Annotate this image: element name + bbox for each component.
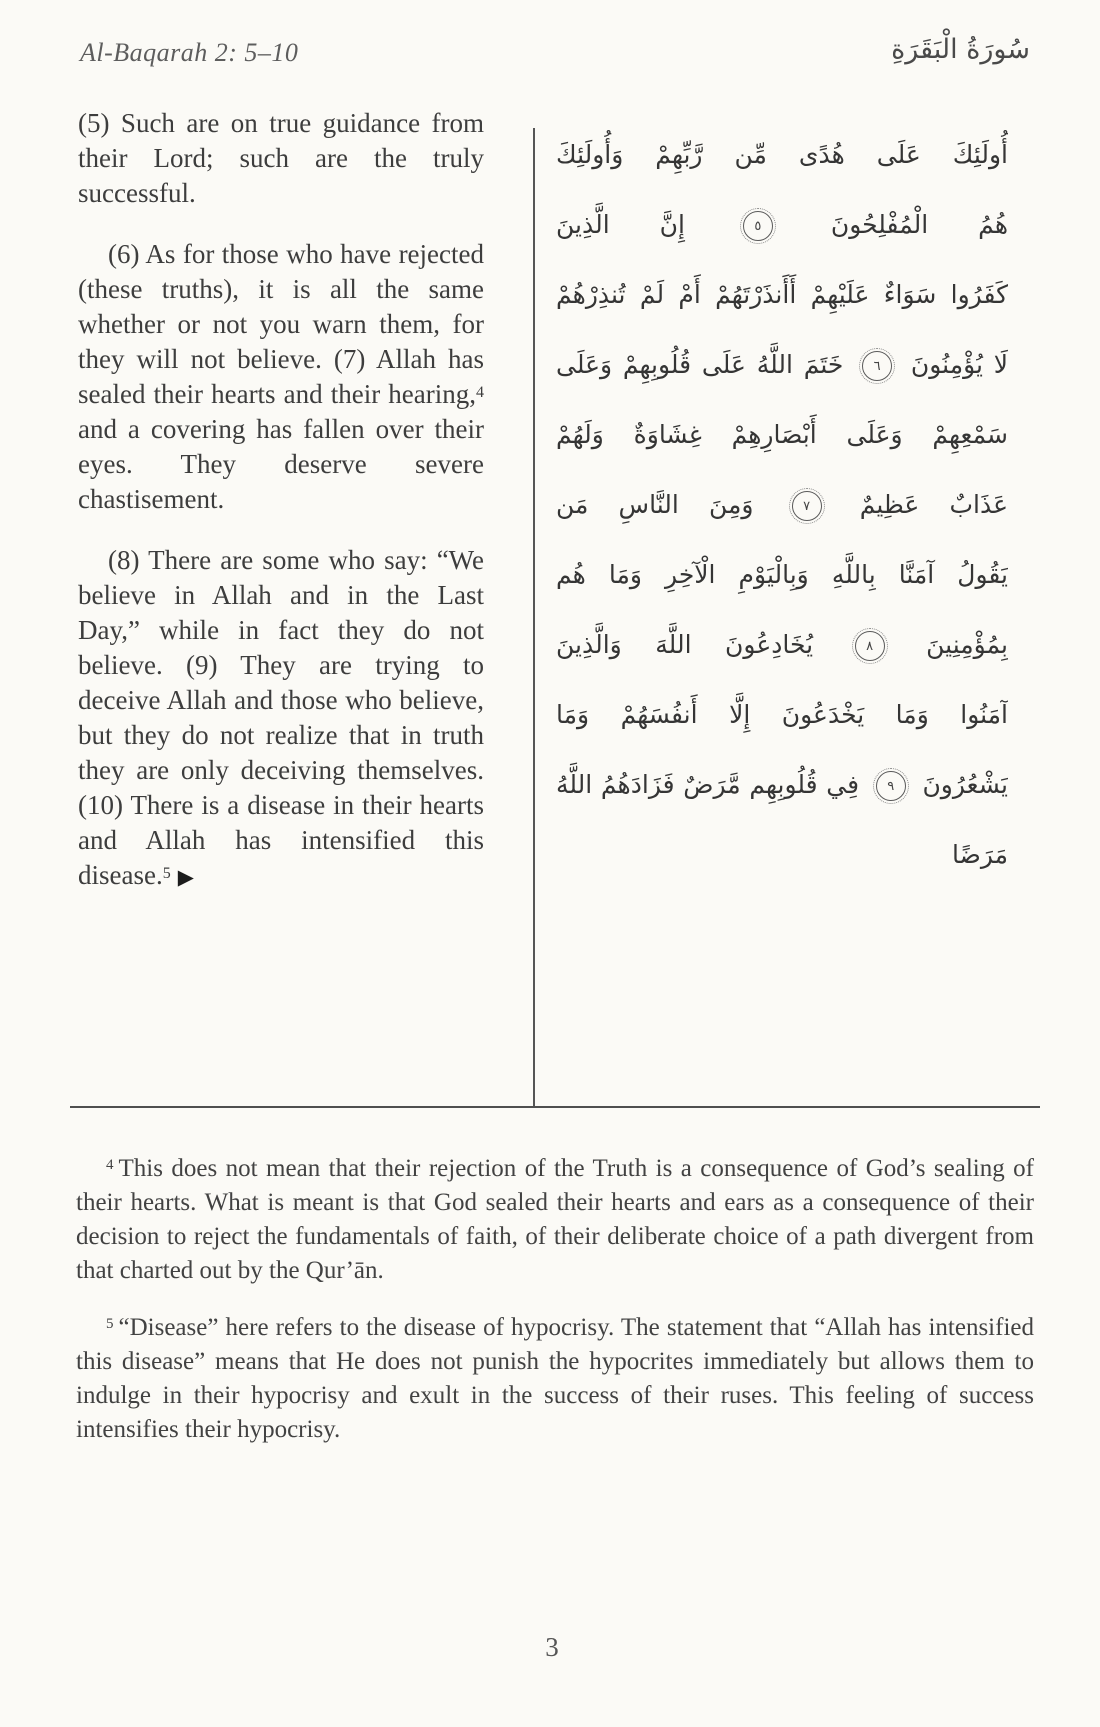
arabic-verse-line: يَقُولُ آمَنَّا بِاللَّهِ وَبِالْيَوْمِ الْآخِرِ وَمَا هُم — [556, 560, 1008, 589]
arabic-verse-line: أُولَئِكَ عَلَى هُدًى مِّن رَّبِّهِمْ وَأُولَئِكَ — [556, 140, 1008, 169]
translation-paragraph: (5) Such are on true guidance from their Lord; such are the truly successful. — [78, 108, 484, 208]
surah-name-calligraphy: سُورَةُ الْبَقَرَةِ — [891, 34, 1030, 65]
ayah-end-medallion: ٧ — [792, 491, 822, 521]
arabic-verse-line: هُمُ الْمُفْلِحُونَ ٥ إِنَّ الَّذِينَ — [556, 210, 1008, 239]
translation-paragraph: (8) There are some who say: “We believe in Allah and in the Last Day,” while in fact they do not believe. (9) They are trying to deceive Allah and those who believe, but they do not realize that in truth they are only deceiving themselves. (10) There is a disease in their hearts and Allah has intensified this disease.$^5$ ▶ — [78, 545, 484, 890]
continuation-triangle-icon: ▶ — [177, 865, 194, 889]
translation-column — [78, 106, 484, 895]
column-divider-rule — [533, 128, 535, 1108]
footnote-4-marker: 4 — [106, 1157, 114, 1173]
arabic-verse-line: سَمْعِهِمْ وَعَلَى أَبْصَارِهِمْ غِشَاوَةٌ وَلَهُمْ — [556, 420, 1008, 449]
footnote-4 — [76, 1152, 1034, 1288]
ayah-end-medallion: ٨ — [855, 631, 885, 661]
arabic-column — [556, 120, 1008, 890]
arabic-verse-line: لَا يُؤْمِنُونَ ٦ خَتَمَ اللَّهُ عَلَى قُلُوبِهِمْ وَعَلَى — [556, 350, 1008, 379]
arabic-verse-line: مَرَضًا — [951, 840, 1008, 869]
footnote-5-text: “Disease” here refers to the disease of hypocrisy. The statement that “Allah has intensified this disease” means that He does not punish the hypocrites immediately but allows them to indulge in their hypocrisy and exult in the success of their ruses. This feeling of success intensifies their hypocrisy. — [76, 1314, 1034, 1443]
page-header — [80, 32, 1038, 88]
arabic-verse-line: بِمُؤْمِنِينَ ٨ يُخَادِعُونَ اللَّهَ وَالَّذِينَ — [556, 630, 1008, 659]
footnote-4-text: This does not mean that their rejection of the Truth is a consequence of God’s sealing of their hearts. What is meant is that God sealed their hearts and ears as a consequence of their decision to reject the fundamentals of faith, of their deliberate choice of a path divergent from that charted out by the Qur’ān. — [76, 1155, 1034, 1284]
arabic-verse-line: كَفَرُوا سَوَاءٌ عَلَيْهِمْ أَأَنذَرْتَهُمْ أَمْ لَمْ تُنذِرْهُمْ — [556, 280, 1008, 309]
ayah-end-medallion: ٦ — [862, 351, 892, 381]
footnote-reference: 5 — [162, 865, 171, 882]
running-header-title: Al-Baqarah 2: 5–10 — [80, 38, 299, 67]
footnote-separator-rule — [70, 1106, 1040, 1108]
translation-paragraph: (6) As for those who have rejected (these truths), it is all the same whether or not you warn them, for they will not believe. (7) Allah has sealed their hearts and their hearing,$^4$ and a covering has fallen over their eyes. They deserve severe chastisement. — [78, 239, 484, 514]
footnote-5 — [76, 1311, 1034, 1447]
footnote-reference: 4 — [476, 384, 484, 401]
footnotes-section — [76, 1152, 1034, 1470]
page-number: 3 — [545, 1632, 559, 1662]
ayah-end-medallion: ٩ — [876, 771, 906, 801]
footnote-5-marker: 5 — [106, 1316, 114, 1332]
arabic-verse-line: آمَنُوا وَمَا يَخْدَعُونَ إِلَّا أَنفُسَهُمْ وَمَا — [556, 700, 1008, 729]
arabic-verse-line: يَشْعُرُونَ ٩ فِي قُلُوبِهِم مَّرَضٌ فَزَادَهُمُ اللَّهُ — [556, 770, 1008, 799]
ayah-end-medallion: ٥ — [743, 211, 773, 241]
arabic-verse-line: عَذَابٌ عَظِيمٌ ٧ وَمِنَ النَّاسِ مَن — [556, 490, 1008, 519]
